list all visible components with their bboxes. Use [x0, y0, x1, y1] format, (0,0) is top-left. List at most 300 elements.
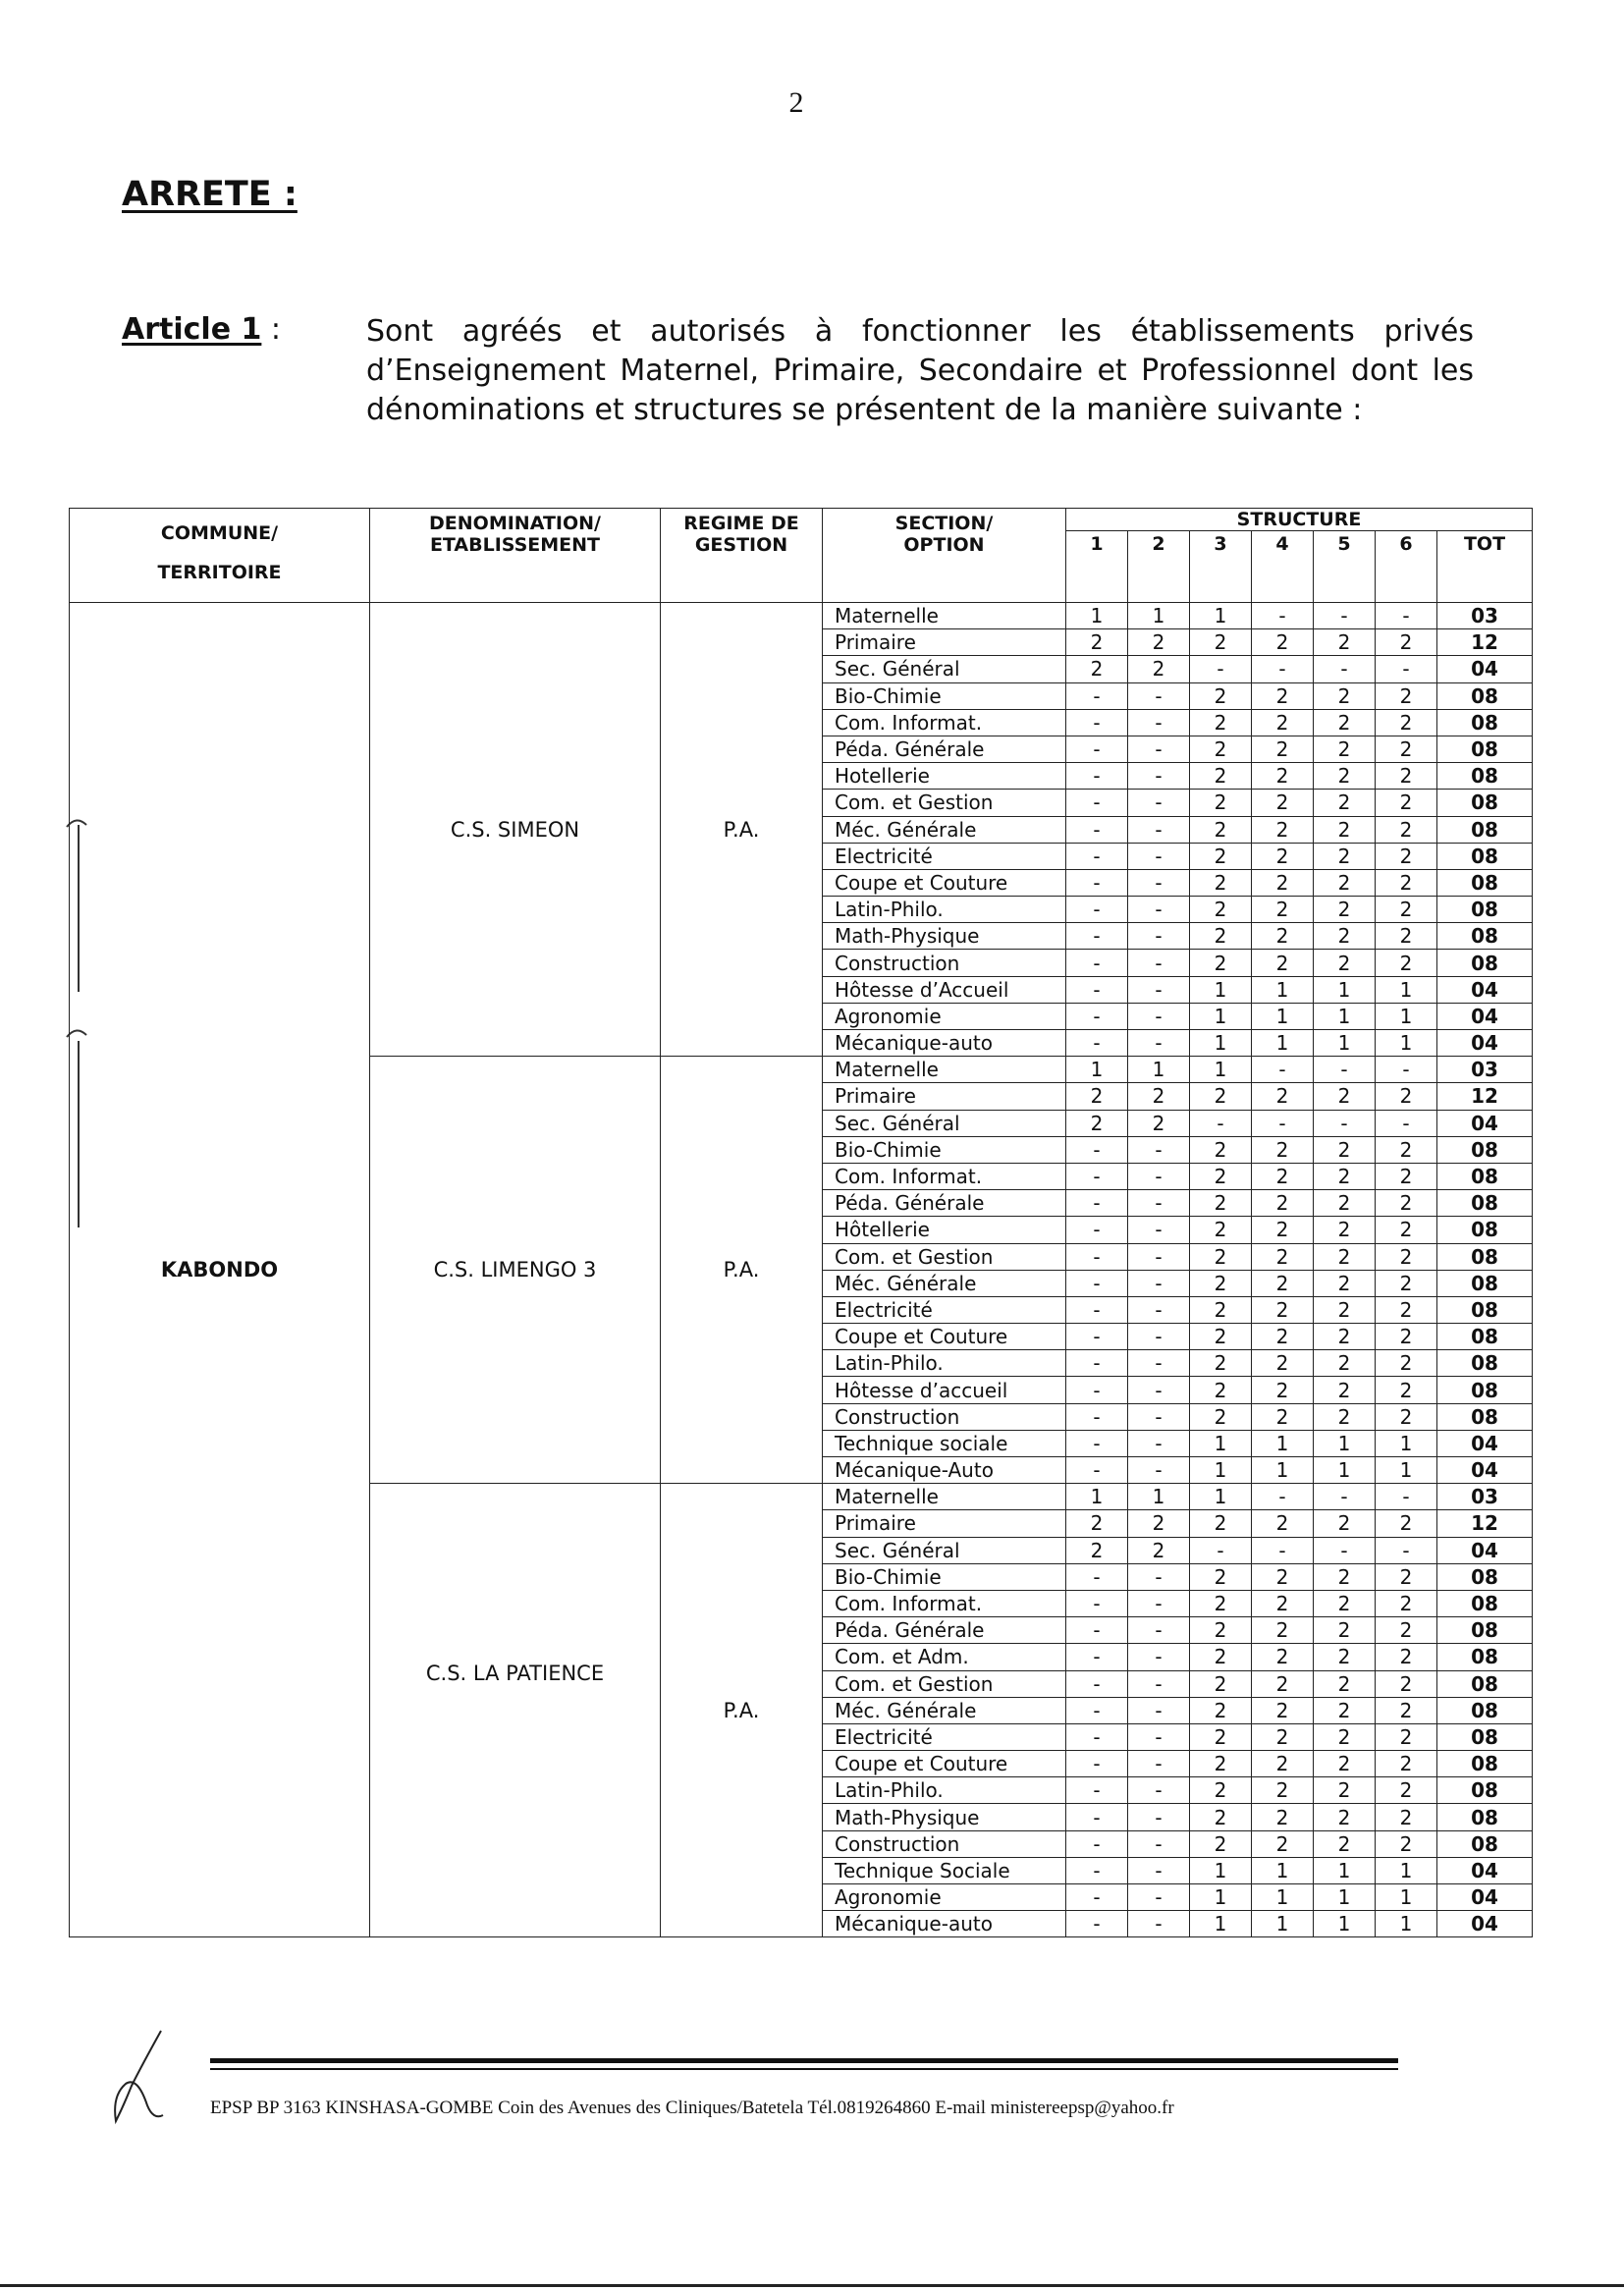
structure-cell-5: 1 [1314, 1457, 1376, 1484]
section-option-cell: Electricité [823, 1723, 1066, 1750]
structure-cell-3: 2 [1190, 1590, 1252, 1616]
structure-cell-5: 1 [1314, 976, 1376, 1003]
structure-cell-5: - [1314, 1110, 1376, 1136]
structure-cell-1: - [1066, 1296, 1128, 1323]
structure-cell-3: 1 [1190, 603, 1252, 629]
section-option-cell: Agronomie [823, 1884, 1066, 1911]
structure-cell-2: - [1128, 1884, 1190, 1911]
signature-mark [102, 2027, 181, 2125]
structure-cell-6: 2 [1376, 1563, 1437, 1590]
total-cell: 08 [1437, 923, 1533, 950]
structure-cell-5: 2 [1314, 843, 1376, 869]
article-colon: : [261, 312, 282, 347]
structure-cell-6: 2 [1376, 1243, 1437, 1270]
structure-cell-1: - [1066, 1590, 1128, 1616]
structure-cell-3: 1 [1190, 1911, 1252, 1937]
section-option-cell: Hôtesse d’Accueil [823, 976, 1066, 1003]
structure-cell-3: 2 [1190, 1697, 1252, 1723]
total-cell: 04 [1437, 976, 1533, 1003]
structure-cell-1: - [1066, 1270, 1128, 1296]
structure-cell-4: 2 [1252, 923, 1314, 950]
structure-cell-4: 2 [1252, 1644, 1314, 1670]
structure-cell-3: 2 [1190, 1350, 1252, 1377]
structure-cell-2: - [1128, 1324, 1190, 1350]
structure-cell-1: - [1066, 1403, 1128, 1430]
structure-cell-4: 2 [1252, 1217, 1314, 1243]
structure-cell-6: 2 [1376, 1190, 1437, 1217]
structure-cell-3: 1 [1190, 1884, 1252, 1911]
structure-cell-2: - [1128, 1857, 1190, 1883]
structure-cell-1: 2 [1066, 1083, 1128, 1110]
structure-cell-5: 2 [1314, 869, 1376, 896]
structure-cell-4: 2 [1252, 1163, 1314, 1189]
article-line: dénominations et structures se présentent de la manière suivante : [366, 393, 1363, 427]
total-cell: 08 [1437, 1324, 1533, 1350]
structure-cell-6: 2 [1376, 1590, 1437, 1616]
structure-cell-1: - [1066, 1003, 1128, 1029]
structure-cell-2: - [1128, 1777, 1190, 1804]
structure-cell-1: - [1066, 1217, 1128, 1243]
structure-cell-2: - [1128, 1243, 1190, 1270]
structure-cell-2: - [1128, 950, 1190, 976]
structure-cell-1: - [1066, 923, 1128, 950]
structure-cell-2: - [1128, 869, 1190, 896]
total-cell: 12 [1437, 1510, 1533, 1537]
structure-cell-3: 2 [1190, 869, 1252, 896]
structure-cell-1: - [1066, 1457, 1128, 1484]
structure-cell-3: 2 [1190, 790, 1252, 816]
structure-cell-3: 2 [1190, 1617, 1252, 1644]
total-cell: 08 [1437, 682, 1533, 709]
section-option-cell: Com. et Gestion [823, 790, 1066, 816]
structure-cell-3: 2 [1190, 1644, 1252, 1670]
structure-cell-3: 2 [1190, 1563, 1252, 1590]
structure-cell-5: 2 [1314, 897, 1376, 923]
total-cell: 08 [1437, 1617, 1533, 1644]
structure-cell-2: - [1128, 1751, 1190, 1777]
structure-cell-5: 2 [1314, 1243, 1376, 1270]
section-option-cell: Maternelle [823, 1057, 1066, 1083]
section-option-cell: Bio-Chimie [823, 1136, 1066, 1163]
structure-cell-4: - [1252, 1537, 1314, 1563]
section-option-cell: Méc. Générale [823, 1697, 1066, 1723]
structure-cell-3: 2 [1190, 763, 1252, 790]
header-col-5: 5 [1314, 531, 1376, 603]
structure-cell-6: 2 [1376, 1136, 1437, 1163]
structure-cell-4: 2 [1252, 1670, 1314, 1697]
total-cell: 04 [1437, 1457, 1533, 1484]
structure-cell-2: - [1128, 1403, 1190, 1430]
structure-cell-3: 2 [1190, 1804, 1252, 1830]
structure-cell-2: 2 [1128, 1110, 1190, 1136]
structure-cell-5: 2 [1314, 736, 1376, 762]
structure-cell-4: - [1252, 1484, 1314, 1510]
section-option-cell: Latin-Philo. [823, 1777, 1066, 1804]
structure-cell-6: - [1376, 1057, 1437, 1083]
total-cell: 08 [1437, 736, 1533, 762]
structure-cell-1: - [1066, 1644, 1128, 1670]
structure-cell-6: 2 [1376, 1830, 1437, 1857]
structure-cell-4: 2 [1252, 1403, 1314, 1430]
structure-cell-5: 1 [1314, 1884, 1376, 1911]
structure-cell-6: 2 [1376, 869, 1437, 896]
structure-cell-2: - [1128, 816, 1190, 843]
structure-cell-3: 2 [1190, 843, 1252, 869]
structure-cell-3: 2 [1190, 629, 1252, 656]
structure-cell-5: 2 [1314, 1217, 1376, 1243]
page-number: 2 [788, 86, 804, 119]
structure-cell-6: 2 [1376, 1163, 1437, 1189]
header-col-3: 3 [1190, 531, 1252, 603]
section-option-cell: Agronomie [823, 1003, 1066, 1029]
structure-cell-5: 2 [1314, 1697, 1376, 1723]
header-structure: STRUCTURE [1066, 509, 1533, 531]
structure-cell-6: 1 [1376, 1457, 1437, 1484]
structure-cell-6: - [1376, 603, 1437, 629]
structure-cell-1: - [1066, 1670, 1128, 1697]
article-line: Sont agréés et autorisés à fonctionner les établissements privés [366, 314, 1474, 349]
structure-cell-1: - [1066, 1911, 1128, 1937]
header-col-tot: TOT [1437, 531, 1533, 603]
section-option-cell: Primaire [823, 1083, 1066, 1110]
structure-cell-3: 2 [1190, 1217, 1252, 1243]
structure-cell-5: 2 [1314, 1804, 1376, 1830]
structure-cell-3: 2 [1190, 1510, 1252, 1537]
structure-cell-1: - [1066, 709, 1128, 736]
structure-cell-2: - [1128, 1670, 1190, 1697]
structure-cell-1: - [1066, 1563, 1128, 1590]
structure-cell-4: 1 [1252, 1457, 1314, 1484]
section-option-cell: Péda. Générale [823, 1617, 1066, 1644]
total-cell: 08 [1437, 1243, 1533, 1270]
total-cell: 08 [1437, 869, 1533, 896]
structure-cell-6: 2 [1376, 1403, 1437, 1430]
section-option-cell: Sec. Général [823, 1110, 1066, 1136]
structure-cell-1: - [1066, 790, 1128, 816]
structure-cell-2: - [1128, 923, 1190, 950]
structure-cell-2: - [1128, 1003, 1190, 1029]
structure-cell-4: 2 [1252, 1804, 1314, 1830]
header-denomination [370, 509, 661, 603]
structure-cell-2: - [1128, 1350, 1190, 1377]
structure-cell-4: 2 [1252, 1350, 1314, 1377]
section-option-cell: Mécanique-auto [823, 1911, 1066, 1937]
structure-cell-1: 2 [1066, 1537, 1128, 1563]
structure-cell-5: 2 [1314, 1777, 1376, 1804]
structure-cell-4: 2 [1252, 629, 1314, 656]
structure-cell-4: 2 [1252, 1617, 1314, 1644]
structure-cell-4: 2 [1252, 1296, 1314, 1323]
structure-cell-4: - [1252, 656, 1314, 682]
structure-cell-2: - [1128, 736, 1190, 762]
structure-cell-5: 1 [1314, 1911, 1376, 1937]
article-label: Article 1 [122, 312, 262, 347]
structure-cell-1: - [1066, 869, 1128, 896]
structure-cell-5: 2 [1314, 1830, 1376, 1857]
structure-cell-6: 2 [1376, 1217, 1437, 1243]
header-col-2: 2 [1128, 531, 1190, 603]
structure-cell-2: 2 [1128, 1510, 1190, 1537]
structure-cell-5: 2 [1314, 1670, 1376, 1697]
structure-cell-6: 2 [1376, 923, 1437, 950]
structure-cell-5: 2 [1314, 1296, 1376, 1323]
structure-cell-2: - [1128, 682, 1190, 709]
total-cell: 08 [1437, 950, 1533, 976]
header-section-line2: OPTION [903, 534, 985, 556]
total-cell: 08 [1437, 1217, 1533, 1243]
structure-cell-2: 2 [1128, 656, 1190, 682]
structure-cell-3: - [1190, 1110, 1252, 1136]
school-name-cell: C.S. LA PATIENCE [370, 1484, 661, 1937]
structure-cell-1: - [1066, 682, 1128, 709]
structure-cell-1: - [1066, 1136, 1128, 1163]
header-commune-line1: COMMUNE/ [160, 522, 279, 544]
structure-cell-6: 2 [1376, 1751, 1437, 1777]
structure-cell-1: - [1066, 1377, 1128, 1403]
footer-address: EPSP BP 3163 KINSHASA-GOMBE Coin des Avenues des Cliniques/Batetela Tél.0819264860 E-mail ministereepsp@yahoo.fr [210, 2098, 1174, 2118]
structure-cell-6: - [1376, 1110, 1437, 1136]
section-option-cell: Electricité [823, 843, 1066, 869]
structure-cell-5: 2 [1314, 1190, 1376, 1217]
structure-cell-5: - [1314, 1537, 1376, 1563]
structure-cell-3: 2 [1190, 1830, 1252, 1857]
structure-cell-6: 2 [1376, 897, 1437, 923]
regime-cell: P.A. [661, 1484, 823, 1937]
structure-cell-4: 2 [1252, 1563, 1314, 1590]
structure-cell-4: 2 [1252, 1777, 1314, 1804]
section-option-cell: Com. Informat. [823, 1590, 1066, 1616]
structure-cell-1: 2 [1066, 1510, 1128, 1537]
structure-cell-5: 2 [1314, 1563, 1376, 1590]
structure-cell-5: - [1314, 603, 1376, 629]
commune-cell: KABONDO [70, 603, 370, 1937]
structure-cell-5: 2 [1314, 1723, 1376, 1750]
structure-cell-2: - [1128, 1296, 1190, 1323]
total-cell: 12 [1437, 629, 1533, 656]
total-cell: 04 [1437, 1110, 1533, 1136]
article-body [366, 312, 1474, 430]
structure-cell-3: 2 [1190, 736, 1252, 762]
structure-cell-4: 2 [1252, 1377, 1314, 1403]
section-option-cell: Bio-Chimie [823, 1563, 1066, 1590]
structure-cell-6: 2 [1376, 1350, 1437, 1377]
structure-cell-5: 2 [1314, 1403, 1376, 1430]
header-commune-line2: TERRITOIRE [157, 562, 282, 583]
structure-cell-2: 2 [1128, 1537, 1190, 1563]
structure-cell-4: 2 [1252, 709, 1314, 736]
school-name-cell: C.S. LIMENGO 3 [370, 1057, 661, 1484]
structure-cell-4: 2 [1252, 1083, 1314, 1110]
structure-cell-5: 2 [1314, 950, 1376, 976]
structure-cell-5: 2 [1314, 1377, 1376, 1403]
structure-cell-6: 2 [1376, 763, 1437, 790]
structure-cell-3: 2 [1190, 1136, 1252, 1163]
structure-cell-3: 2 [1190, 1270, 1252, 1296]
total-cell: 08 [1437, 1590, 1533, 1616]
structure-cell-2: - [1128, 897, 1190, 923]
structure-cell-4: - [1252, 1057, 1314, 1083]
total-cell: 08 [1437, 1751, 1533, 1777]
structure-cell-4: 2 [1252, 1136, 1314, 1163]
structure-cell-5: 2 [1314, 1083, 1376, 1110]
structure-cell-1: - [1066, 1857, 1128, 1883]
section-option-cell: Hôtesse d’accueil [823, 1377, 1066, 1403]
total-cell: 03 [1437, 603, 1533, 629]
section-option-cell: Mécanique-Auto [823, 1457, 1066, 1484]
total-cell: 04 [1437, 1430, 1533, 1456]
structure-cell-2: 1 [1128, 603, 1190, 629]
total-cell: 08 [1437, 1670, 1533, 1697]
structure-cell-1: - [1066, 1777, 1128, 1804]
structure-cell-5: 1 [1314, 1003, 1376, 1029]
structure-cell-5: - [1314, 1057, 1376, 1083]
structure-cell-4: 1 [1252, 976, 1314, 1003]
structure-cell-5: 2 [1314, 1136, 1376, 1163]
total-cell: 03 [1437, 1057, 1533, 1083]
structure-cell-4: 2 [1252, 1723, 1314, 1750]
structure-cell-1: - [1066, 843, 1128, 869]
header-col-1: 1 [1066, 531, 1128, 603]
total-cell: 08 [1437, 816, 1533, 843]
structure-cell-1: 1 [1066, 1484, 1128, 1510]
structure-cell-3: 2 [1190, 1163, 1252, 1189]
structure-cell-6: 1 [1376, 1030, 1437, 1057]
structure-cell-2: - [1128, 1457, 1190, 1484]
structure-cell-1: - [1066, 950, 1128, 976]
structure-cell-1: - [1066, 1617, 1128, 1644]
section-option-cell: Com. et Gestion [823, 1243, 1066, 1270]
structure-cell-3: 2 [1190, 923, 1252, 950]
total-cell: 08 [1437, 1190, 1533, 1217]
header-commune [70, 509, 370, 603]
structure-cell-2: - [1128, 1723, 1190, 1750]
section-option-cell: Coupe et Couture [823, 869, 1066, 896]
total-cell: 08 [1437, 1563, 1533, 1590]
structure-cell-6: 1 [1376, 1430, 1437, 1456]
structure-cell-2: 1 [1128, 1484, 1190, 1510]
section-option-cell: Mécanique-auto [823, 1030, 1066, 1057]
schools-structure-table [69, 508, 1533, 1937]
structure-cell-6: 2 [1376, 1644, 1437, 1670]
table-body [70, 603, 1533, 1937]
regime-cell: P.A. [661, 1057, 823, 1484]
structure-cell-1: - [1066, 1030, 1128, 1057]
structure-cell-2: - [1128, 763, 1190, 790]
structure-cell-4: 2 [1252, 1751, 1314, 1777]
total-cell: 08 [1437, 1270, 1533, 1296]
section-option-cell: Bio-Chimie [823, 682, 1066, 709]
structure-cell-5: 2 [1314, 682, 1376, 709]
structure-cell-2: - [1128, 1190, 1190, 1217]
structure-cell-5: - [1314, 1484, 1376, 1510]
header-section [823, 509, 1066, 603]
structure-cell-6: 2 [1376, 1617, 1437, 1644]
section-option-cell: Com. et Gestion [823, 1670, 1066, 1697]
structure-cell-6: 1 [1376, 1884, 1437, 1911]
structure-cell-2: - [1128, 1911, 1190, 1937]
structure-cell-6: 2 [1376, 1377, 1437, 1403]
structure-cell-4: 1 [1252, 1857, 1314, 1883]
structure-cell-3: 1 [1190, 1057, 1252, 1083]
structure-cell-5: 1 [1314, 1857, 1376, 1883]
structure-cell-4: 2 [1252, 1324, 1314, 1350]
structure-cell-5: 2 [1314, 1751, 1376, 1777]
structure-cell-3: 2 [1190, 709, 1252, 736]
structure-cell-6: 2 [1376, 843, 1437, 869]
structure-cell-2: - [1128, 1030, 1190, 1057]
structure-cell-6: 2 [1376, 1296, 1437, 1323]
header-regime [661, 509, 823, 603]
structure-cell-1: - [1066, 1751, 1128, 1777]
structure-cell-2: - [1128, 1830, 1190, 1857]
section-option-cell: Maternelle [823, 1484, 1066, 1510]
structure-cell-1: - [1066, 816, 1128, 843]
structure-cell-6: 2 [1376, 709, 1437, 736]
total-cell: 08 [1437, 897, 1533, 923]
footer-rule [210, 2058, 1398, 2070]
structure-cell-6: 1 [1376, 1857, 1437, 1883]
section-option-cell: Construction [823, 950, 1066, 976]
structure-cell-3: 2 [1190, 1243, 1252, 1270]
total-cell: 04 [1437, 1911, 1533, 1937]
structure-cell-4: - [1252, 1110, 1314, 1136]
structure-cell-6: 2 [1376, 1670, 1437, 1697]
structure-cell-6: 2 [1376, 1697, 1437, 1723]
structure-cell-3: 1 [1190, 1484, 1252, 1510]
structure-cell-5: 2 [1314, 1270, 1376, 1296]
structure-cell-4: 2 [1252, 1270, 1314, 1296]
header-section-line1: SECTION/ [894, 513, 994, 534]
structure-cell-4: 2 [1252, 763, 1314, 790]
structure-cell-5: 2 [1314, 629, 1376, 656]
structure-cell-5: 2 [1314, 1644, 1376, 1670]
structure-cell-3: 2 [1190, 1190, 1252, 1217]
total-cell: 04 [1437, 1884, 1533, 1911]
structure-cell-2: - [1128, 1430, 1190, 1456]
structure-cell-4: 2 [1252, 1243, 1314, 1270]
structure-cell-6: 1 [1376, 1911, 1437, 1937]
structure-cell-4: - [1252, 603, 1314, 629]
structure-cell-4: 2 [1252, 1590, 1314, 1616]
structure-cell-1: - [1066, 1804, 1128, 1830]
section-option-cell: Math-Physique [823, 1804, 1066, 1830]
structure-cell-2: - [1128, 1563, 1190, 1590]
structure-cell-3: 2 [1190, 1083, 1252, 1110]
total-cell: 04 [1437, 656, 1533, 682]
structure-cell-4: 2 [1252, 1830, 1314, 1857]
structure-cell-5: 2 [1314, 1163, 1376, 1189]
structure-cell-3: 2 [1190, 1377, 1252, 1403]
structure-cell-4: 2 [1252, 1190, 1314, 1217]
structure-cell-1: - [1066, 763, 1128, 790]
structure-cell-4: 1 [1252, 1884, 1314, 1911]
structure-cell-6: 2 [1376, 1777, 1437, 1804]
header-denomination-line2: ETABLISSEMENT [429, 534, 601, 556]
section-option-cell: Com. Informat. [823, 709, 1066, 736]
structure-cell-3: 1 [1190, 1857, 1252, 1883]
structure-cell-6: - [1376, 1537, 1437, 1563]
structure-cell-6: 2 [1376, 790, 1437, 816]
structure-cell-6: 2 [1376, 950, 1437, 976]
structure-cell-6: 2 [1376, 629, 1437, 656]
structure-cell-5: 2 [1314, 790, 1376, 816]
structure-cell-6: 1 [1376, 1003, 1437, 1029]
structure-cell-3: 2 [1190, 682, 1252, 709]
structure-cell-4: 2 [1252, 1697, 1314, 1723]
total-cell: 04 [1437, 1857, 1533, 1883]
total-cell: 08 [1437, 1777, 1533, 1804]
structure-cell-2: - [1128, 1590, 1190, 1616]
